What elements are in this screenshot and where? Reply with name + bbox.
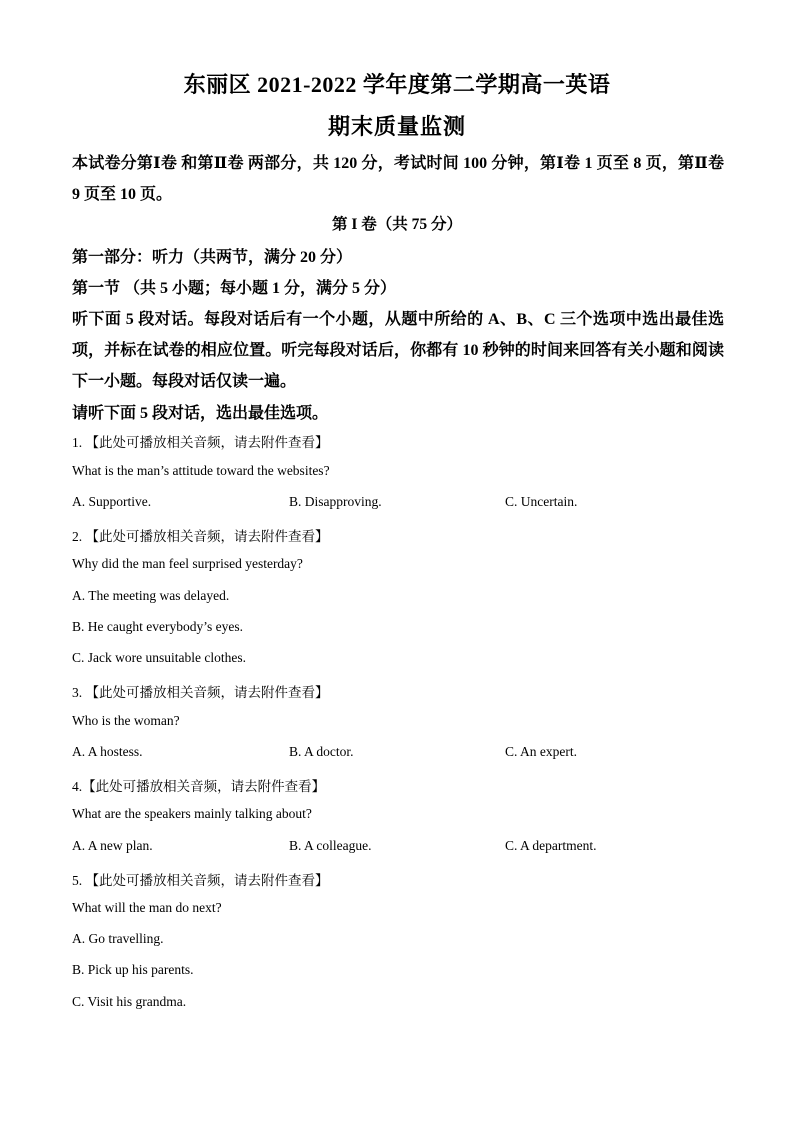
audio-placeholder[interactable]: 3. 【此处可播放相关音频，请去附件查看】 xyxy=(72,685,329,700)
question-text: Who is the woman? xyxy=(72,713,180,728)
question-text: What are the speakers mainly talking about? xyxy=(72,806,312,821)
question-text: Why did the man feel surprised yesterday? xyxy=(72,556,303,571)
option-b: B. He caught everybody’s eyes. xyxy=(72,619,243,634)
exam-title: 东丽区 2021-2022 学年度第二学期高一英语 xyxy=(183,72,611,97)
option-a: A. Go travelling. xyxy=(72,931,164,946)
option-b: B. A colleague. xyxy=(289,838,372,853)
listening-directions: 听下面 5 段对话。每段对话后有一个小题，从题中所给的 A、B、C 三个选项中选出最佳选项，并标在试卷的相应位置。听完每段对话后，你都有 10 秒钟的时间来回答有关小题和阅读下一小题。每段对话仅读一遍。 xyxy=(72,311,724,390)
audio-placeholder[interactable]: 1. 【此处可播放相关音频，请去附件查看】 xyxy=(72,435,329,450)
question-text: What is the man’s attitude toward the websites? xyxy=(72,463,330,478)
option-a: A. A hostess. xyxy=(72,744,143,759)
audio-placeholder[interactable]: 5. 【此处可播放相关音频，请去附件查看】 xyxy=(72,873,329,888)
option-a: A. A new plan. xyxy=(72,838,153,853)
question-text: What will the man do next? xyxy=(72,900,222,915)
option-c: C. An expert. xyxy=(505,744,577,759)
option-a: A. Supportive. xyxy=(72,494,152,509)
option-c: C. Visit his grandma. xyxy=(72,994,187,1009)
section-heading: 第一节 （共 5 小题；每小题 1 分，满分 5 分） xyxy=(72,280,397,297)
audio-placeholder[interactable]: 2. 【此处可播放相关音频，请去附件查看】 xyxy=(72,529,329,544)
part-heading: 第一部分：听力（共两节，满分 20 分） xyxy=(72,249,353,266)
option-b: B. Pick up his parents. xyxy=(72,962,194,977)
option-c: C. A department. xyxy=(505,838,597,853)
option-c: C. Uncertain. xyxy=(505,494,578,509)
volume-heading: 第 I 卷（共 75 分） xyxy=(331,216,463,233)
listening-instruction: 请听下面 5 段对话，选出最佳选项。 xyxy=(72,405,329,422)
option-a: A. The meeting was delayed. xyxy=(72,588,230,603)
option-b: B. A doctor. xyxy=(289,744,354,759)
audio-placeholder[interactable]: 4.【此处可播放相关音频，请去附件查看】 xyxy=(72,779,326,794)
exam-intro: 本试卷分第Ⅰ卷 和第Ⅱ卷 两部分，共 120 分，考试时间 100 分钟，第Ⅰ卷 1 页至 8 页，第Ⅱ卷 9 页至 10 页。 xyxy=(72,155,724,203)
option-c: C. Jack wore unsuitable clothes. xyxy=(72,650,246,665)
exam-subtitle: 期末质量监测 xyxy=(327,114,466,139)
option-b: B. Disapproving. xyxy=(289,494,382,509)
